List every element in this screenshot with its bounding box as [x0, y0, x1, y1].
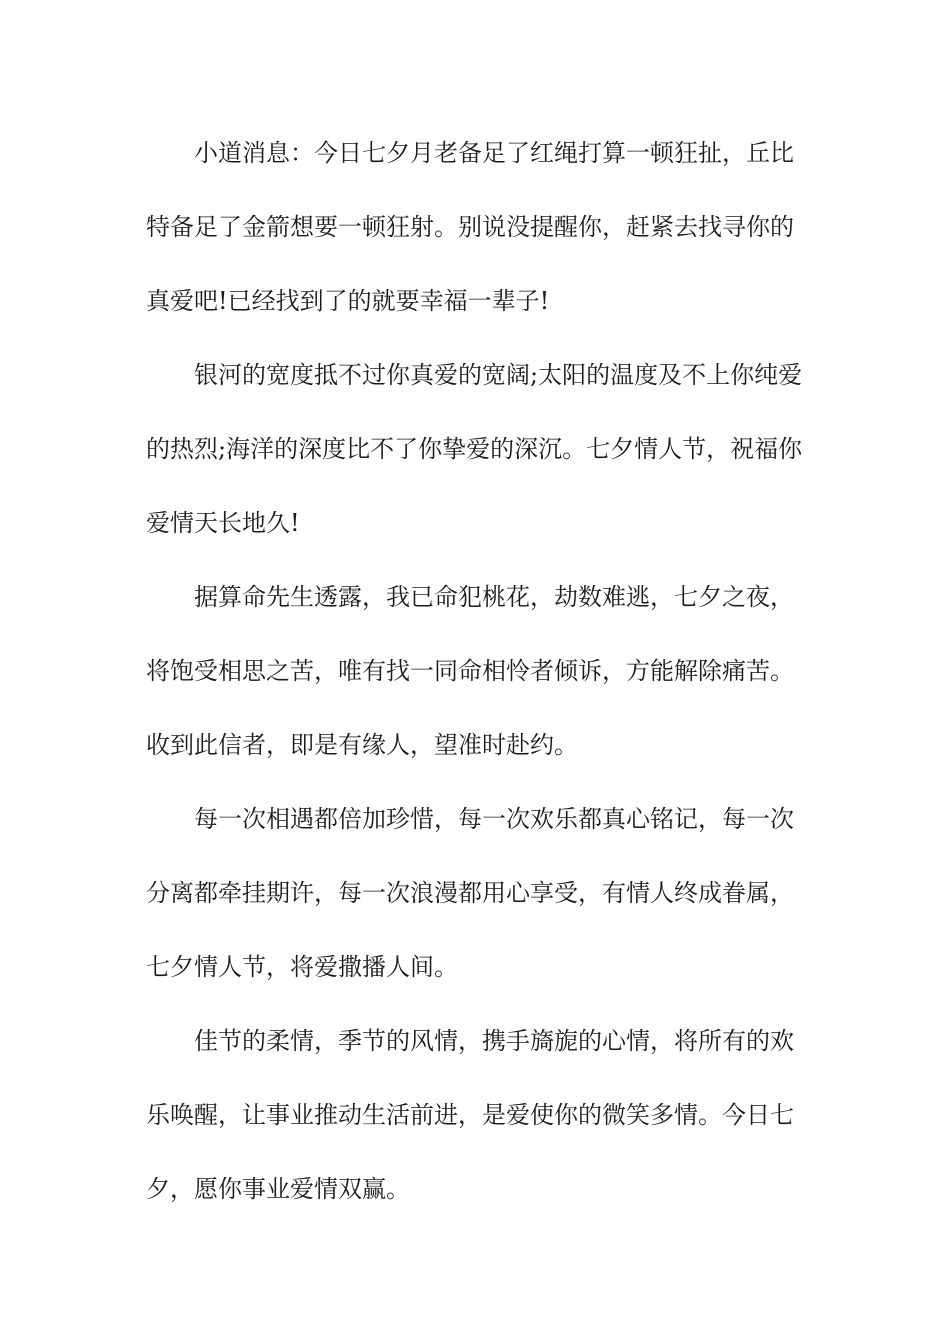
paragraph-1: [146, 116, 810, 338]
paragraph-line: 小道消息：今日七夕月老备足了红绳打算一顿狂扯，丘比: [194, 139, 794, 167]
paragraph-line: 夕，愿你事业爱情双赢。: [146, 1175, 410, 1203]
paragraph-4: [146, 782, 810, 1004]
document-body: [146, 116, 810, 1226]
paragraph-line: 七夕情人节，将爱撒播人间。: [146, 953, 458, 981]
paragraph-line: 真爱吧!已经找到了的就要幸福一辈子!: [146, 287, 550, 315]
paragraph-line: 爱情天长地久!: [146, 509, 300, 537]
paragraph-line: 据算命先生透露，我已命犯桃花，劫数难逃，七夕之夜，: [194, 583, 794, 611]
paragraph-3: [146, 560, 810, 782]
paragraph-line: 每一次相遇都倍加珍惜，每一次欢乐都真心铭记，每一次: [194, 805, 794, 833]
paragraph-line: 将饱受相思之苦，唯有找一同命相怜者倾诉，方能解除痛苦。: [146, 657, 794, 685]
paragraph-2: [146, 338, 810, 560]
paragraph-line: 乐唤醒，让事业推动生活前进，是爱使你的微笑多情。今日七: [146, 1101, 794, 1129]
paragraph-line: 分离都牵挂期许，每一次浪漫都用心享受，有情人终成眷属，: [146, 879, 794, 907]
paragraph-line: 银河的宽度抵不过你真爱的宽阔;太阳的温度及不上你纯爱: [194, 361, 803, 389]
paragraph-line: 佳节的柔情，季节的风情，携手旖旎的心情，将所有的欢: [194, 1027, 794, 1055]
paragraph-line: 收到此信者，即是有缘人，望准时赴约。: [146, 731, 578, 759]
paragraph-5: [146, 1004, 810, 1226]
paragraph-line: 特备足了金箭想要一顿狂射。别说没提醒你，赶紧去找寻你的: [146, 213, 794, 241]
paragraph-line: 的热烈;海洋的深度比不了你挚爱的深沉。七夕情人节，祝福你: [146, 435, 803, 463]
